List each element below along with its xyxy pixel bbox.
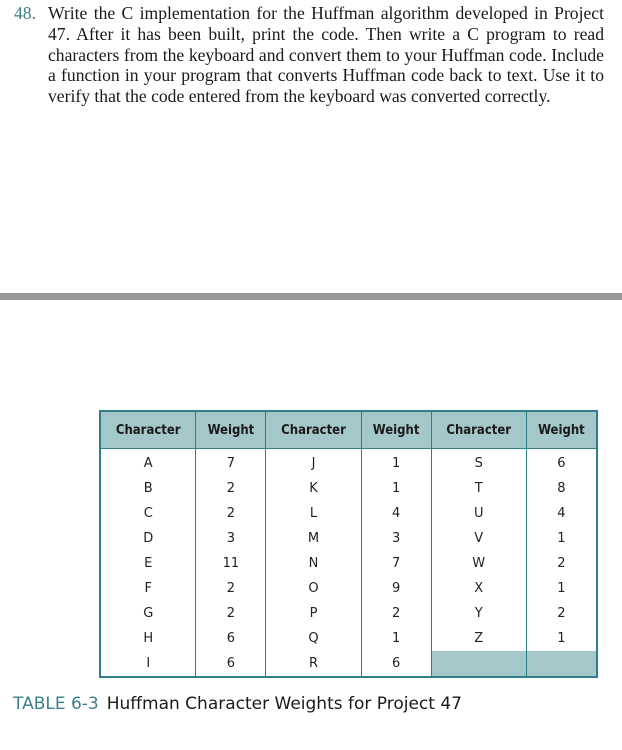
weight-cell: 6 <box>526 449 597 477</box>
weight-cell: 1 <box>526 576 597 601</box>
weight-cell: 2 <box>526 551 597 576</box>
table-row <box>100 651 597 677</box>
character-cell: Z <box>431 626 526 651</box>
weight-cell: 7 <box>361 551 431 576</box>
weight-cell: 2 <box>196 476 266 501</box>
weight-cell: 1 <box>361 476 431 501</box>
weight-cell: 1 <box>361 626 431 651</box>
weight-cell: 8 <box>526 476 597 501</box>
column-header: Weight <box>196 411 266 449</box>
character-cell: G <box>100 601 196 626</box>
column-header: Weight <box>526 411 597 449</box>
character-cell: Q <box>266 626 361 651</box>
huffman-weights-table <box>99 410 598 678</box>
character-cell: M <box>266 526 361 551</box>
character-cell: N <box>266 551 361 576</box>
character-cell: O <box>266 576 361 601</box>
weight-cell <box>526 651 597 677</box>
character-cell: U <box>431 501 526 526</box>
exercise-48 <box>14 3 604 107</box>
character-cell: R <box>266 651 361 677</box>
weight-cell: 9 <box>361 576 431 601</box>
table-caption <box>13 694 462 714</box>
character-cell: J <box>266 449 361 477</box>
caption-label: TABLE 6-3 <box>13 694 99 714</box>
table-row <box>100 626 597 651</box>
column-header: Character <box>431 411 526 449</box>
character-cell: E <box>100 551 196 576</box>
weight-cell: 6 <box>196 626 266 651</box>
weight-cell: 2 <box>196 601 266 626</box>
column-header: Character <box>266 411 361 449</box>
weight-cell: 4 <box>526 501 597 526</box>
character-cell: B <box>100 476 196 501</box>
character-cell: W <box>431 551 526 576</box>
character-cell: K <box>266 476 361 501</box>
table-row <box>100 501 597 526</box>
character-cell: T <box>431 476 526 501</box>
character-cell: P <box>266 601 361 626</box>
character-cell: S <box>431 449 526 477</box>
caption-title: Huffman Character Weights for Project 47 <box>106 694 462 714</box>
table-row <box>100 449 597 477</box>
table-row <box>100 476 597 501</box>
weight-cell: 3 <box>361 526 431 551</box>
table-row <box>100 526 597 551</box>
weight-cell: 1 <box>526 626 597 651</box>
character-cell <box>431 651 526 677</box>
weight-cell: 2 <box>526 601 597 626</box>
table-row <box>100 551 597 576</box>
character-cell: A <box>100 449 196 477</box>
character-cell: H <box>100 626 196 651</box>
weight-cell: 4 <box>361 501 431 526</box>
column-header: Weight <box>361 411 431 449</box>
weight-cell: 7 <box>196 449 266 477</box>
character-cell: C <box>100 501 196 526</box>
column-header: Character <box>100 411 196 449</box>
character-cell: L <box>266 501 361 526</box>
character-cell: F <box>100 576 196 601</box>
table-header-row <box>100 411 597 449</box>
weight-cell: 2 <box>196 501 266 526</box>
weight-cell: 1 <box>526 526 597 551</box>
weight-cell: 11 <box>196 551 266 576</box>
exercise-text: Write the C implementation for the Huffman algorithm developed in Project 47. After it has been built, print the code. Then write a C program to read characters from the keyboard and convert them to your Huffman code. Include a function in your program that converts Huffman code back to text. Use it to verify that the code entered from the keyboard was converted correctly. <box>48 3 604 107</box>
exercise-number: 48. <box>14 3 36 23</box>
section-divider <box>0 293 622 300</box>
weight-cell: 1 <box>361 449 431 477</box>
weight-cell: 2 <box>361 601 431 626</box>
weight-cell: 6 <box>361 651 431 677</box>
weight-cell: 2 <box>196 576 266 601</box>
weight-cell: 6 <box>196 651 266 677</box>
table-row <box>100 601 597 626</box>
table-row <box>100 576 597 601</box>
character-cell: V <box>431 526 526 551</box>
weight-cell: 3 <box>196 526 266 551</box>
character-cell: X <box>431 576 526 601</box>
character-cell: I <box>100 651 196 677</box>
character-cell: Y <box>431 601 526 626</box>
character-cell: D <box>100 526 196 551</box>
